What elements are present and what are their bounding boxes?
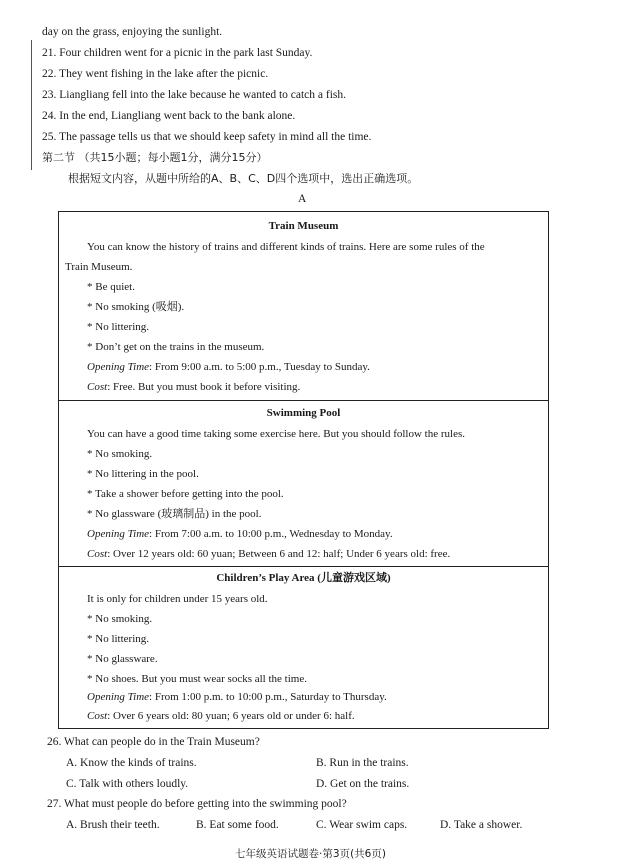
play-rule: * No littering. (87, 633, 150, 645)
option-d: D. Get on the trains. (316, 778, 410, 790)
option-d: D. Take a shower. (440, 819, 523, 831)
train-museum-title: Train Museum (268, 220, 339, 232)
pool-rule: * No smoking. (87, 448, 153, 460)
train-intro: You can know the history of trains and different kinds of trains. Here are some rules of the (87, 241, 485, 253)
statement-21: 21. Four children went for a picnic in the park last Sunday. (42, 47, 313, 59)
play-rule: * No smoking. (87, 613, 153, 625)
statement-22: 22. They went fishing in the lake after the picnic. (42, 68, 269, 80)
instruction: 根据短文内容，从题中所给的A、B、C、D四个选项中，选出正确选项。 (68, 172, 419, 185)
page-footer: 七年级英语试题卷·第3页(共6页) (235, 848, 386, 860)
play-opening-time: Opening Time: From 1:00 p.m. to 10:00 p.m., Saturday to Thursday. (87, 691, 387, 703)
play-area-title: Children’s Play Area (儿童游戏区域) (216, 572, 391, 584)
train-opening-time: Opening Time: From 9:00 a.m. to 5:00 p.m., Tuesday to Sunday. (87, 361, 370, 373)
statement-25: 25. The passage tells us that we should keep safety in mind all the time. (42, 131, 372, 143)
option-c: C. Wear swim caps. (316, 819, 408, 831)
question-27: 27. What must people do before getting into the swimming pool? (47, 798, 347, 810)
swimming-pool-title: Swimming Pool (266, 407, 341, 419)
margin-rule (31, 40, 32, 170)
play-rule: * No glassware. (87, 653, 158, 665)
play-intro: It is only for children under 15 years old. (87, 593, 268, 605)
option-a: A. Know the kinds of trains. (66, 757, 197, 769)
section-divider (59, 400, 548, 401)
option-a: A. Brush their teeth. (66, 819, 160, 831)
option-c: C. Talk with others loudly. (66, 778, 189, 790)
statement-24: 24. In the end, Liangliang went back to the bank alone. (42, 110, 296, 122)
pool-rule: * Take a shower before getting into the pool. (87, 488, 284, 500)
train-rule: * Be quiet. (87, 281, 135, 293)
section-heading: 第二节 （共15小题；每小题1分，满分15分） (42, 151, 268, 164)
option-b: B. Eat some food. (196, 819, 279, 831)
train-rule: * No smoking (吸烟). (87, 301, 185, 313)
option-b: B. Run in the trains. (316, 757, 409, 769)
train-intro-cont: Train Museum. (65, 261, 133, 273)
statement-23: 23. Liangliang fell into the lake because he wanted to catch a fish. (42, 89, 346, 101)
text-line: day on the grass, enjoying the sunlight. (42, 26, 223, 38)
passage-label: A (298, 193, 307, 205)
notice-box (58, 211, 549, 729)
pool-cost: Cost: Over 12 years old: 60 yuan; Between 6 and 12: half; Under 6 years old: free. (87, 548, 451, 560)
question-26: 26. What can people do in the Train Museum? (47, 736, 260, 748)
train-cost: Cost: Free. But you must book it before visiting. (87, 381, 301, 393)
pool-opening-time: Opening Time: From 7:00 a.m. to 10:00 p.m., Wednesday to Monday. (87, 528, 393, 540)
play-cost: Cost: Over 6 years old: 80 yuan; 6 years old or under 6: half. (87, 710, 355, 722)
train-rule: * No littering. (87, 321, 150, 333)
pool-rule: * No glassware (玻璃制品) in the pool. (87, 508, 262, 520)
pool-intro: You can have a good time taking some exercise here. But you should follow the rules. (87, 428, 465, 440)
section-divider (59, 566, 548, 567)
play-rule: * No shoes. But you must wear socks all the time. (87, 673, 307, 685)
pool-rule: * No littering in the pool. (87, 468, 199, 480)
train-rule: * Don’t get on the trains in the museum. (87, 341, 265, 353)
